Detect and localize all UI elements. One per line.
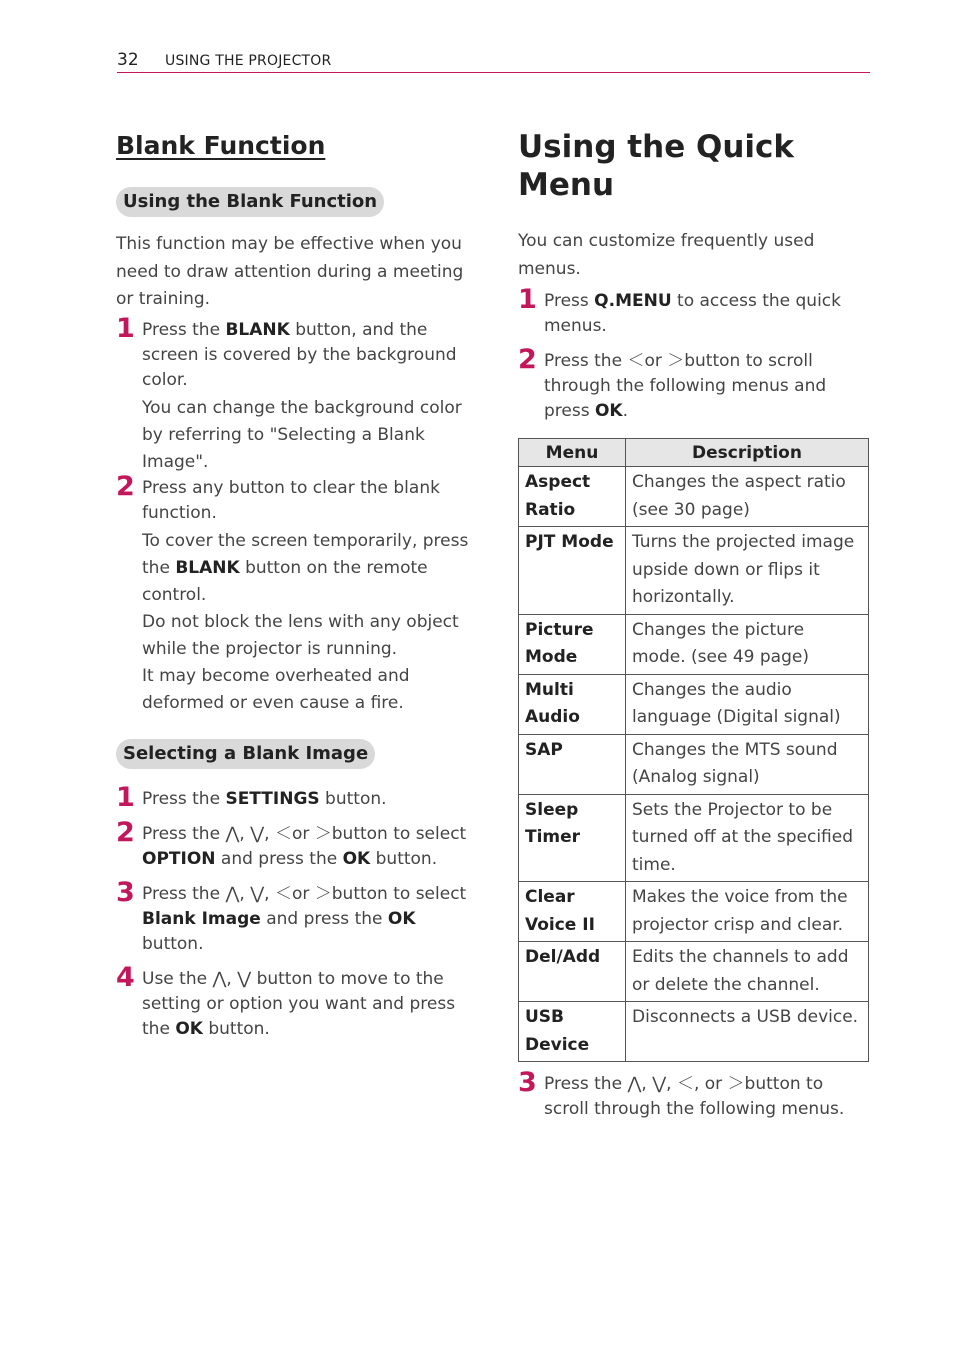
selecting-blank-image-heading: Selecting a Blank Image (116, 739, 375, 769)
table-row (519, 674, 869, 734)
blank-step-2-note-2: Do not block the lens with any object while the projector is running. (142, 611, 459, 659)
right-column (518, 128, 870, 1122)
menu-cell: Clear Voice II (519, 882, 626, 942)
step-number: 2 (116, 816, 135, 848)
step-number: 2 (116, 470, 135, 502)
quick-step-2: 2 Press the ＜or ＞button to scroll through the following menus and press OK. (518, 344, 827, 421)
blank-step-1-note: You can change the background color by referring to "Selecting a Blank Image". (142, 397, 462, 472)
table-row (519, 882, 869, 942)
menu-cell: SAP (519, 734, 626, 794)
table-row (519, 794, 869, 882)
step-number: 1 (518, 284, 537, 315)
image-step-3: 3 Press the ⋀, ⋁, ＜or ＞button to select Blank Image and press the OK button. (116, 876, 467, 954)
description-cell: Sets the Projector to be turned off at the specified time. (626, 794, 869, 882)
description-cell: Changes the MTS sound (Analog signal) (626, 734, 869, 794)
description-cell: Disconnects a USB device. (626, 1002, 869, 1062)
table-row (519, 527, 869, 615)
page-header (117, 48, 870, 73)
menu-cell: Del/Add (519, 942, 626, 1002)
table-row (519, 1002, 869, 1062)
description-cell: Changes the audio language (Digital signal) (626, 674, 869, 734)
running-title: USING THE PROJECTOR (165, 53, 332, 69)
quick-menu-title: Using the Quick Menu (518, 129, 795, 203)
menu-cell: USB Device (519, 1002, 626, 1062)
table-header-row (519, 439, 869, 467)
qmenu-key: Q.MENU (594, 291, 672, 311)
using-blank-function-heading: Using the Blank Function (116, 187, 384, 217)
quick-menu-table (518, 438, 869, 1062)
blank-step-1: 1 Press the BLANK button, and the screen is covered by the background color. You can change the background color by referring to "Selecting a Blank Image". (116, 318, 471, 476)
menu-cell: Aspect Ratio (519, 467, 626, 527)
table-row (519, 467, 869, 527)
description-cell: Makes the voice from the projector crisp and clear. (626, 882, 869, 942)
quick-step-3: 3 Press the ⋀, ⋁, ＜, or ＞button to scroll through the following menus. (518, 1067, 845, 1119)
blank-step-2-note-1: To cover the screen temporarily, press the BLANK button on the remote control. (142, 530, 469, 605)
description-cell: Edits the channels to add or delete the channel. (626, 942, 869, 1002)
description-cell: Changes the picture mode. (see 49 page) (626, 614, 869, 674)
blank-key: BLANK (225, 319, 290, 340)
image-step-4: 4 Use the ⋀, ⋁ button to move to the setting or option you want and press the OK button. (116, 961, 456, 1039)
table-row (519, 734, 869, 794)
step-number: 2 (518, 344, 537, 375)
left-column (116, 128, 471, 1042)
step-number: 4 (116, 961, 135, 993)
menu-cell: Multi Audio (519, 674, 626, 734)
image-step-2: 2 Press the ⋀, ⋁, ＜or ＞button to select OPTION and press the OK button. (116, 816, 467, 869)
table-row (519, 942, 869, 1002)
page-number: 32 (117, 50, 139, 70)
description-column-header: Description (626, 439, 869, 467)
image-step-1: 1 Press the SETTINGS button. (116, 781, 387, 813)
menu-cell: PJT Mode (519, 527, 626, 615)
menu-column-header: Menu (519, 439, 626, 467)
quick-step-1: 1 Press Q.MENU to access the quick menus. (518, 284, 841, 336)
step-number: 1 (116, 312, 135, 344)
quick-menu-intro: You can customize frequently used menus. (518, 231, 815, 279)
blank-function-title: Blank Function (116, 131, 326, 160)
menu-cell: Picture Mode (519, 614, 626, 674)
blank-step-2: 2 Press any button to clear the blank function. To cover the screen temporarily, press the BLANK button on the remote control. Do not block the lens with any object while the projector is running. It may become overheated and deformed or even cause a fire. (116, 476, 471, 717)
description-cell: Changes the aspect ratio (see 30 page) (626, 467, 869, 527)
step-number: 1 (116, 781, 135, 813)
step-number: 3 (518, 1067, 537, 1098)
menu-cell: Sleep Timer (519, 794, 626, 882)
blank-step-2-note-3: It may become overheated and deformed or even cause a fire. (142, 665, 410, 713)
step-number: 3 (116, 876, 135, 908)
blank-intro: This function may be effective when you need to draw attention during a meeting or training. (116, 234, 464, 309)
table-row (519, 614, 869, 674)
description-cell: Turns the projected image upside down or flips it horizontally. (626, 527, 869, 615)
